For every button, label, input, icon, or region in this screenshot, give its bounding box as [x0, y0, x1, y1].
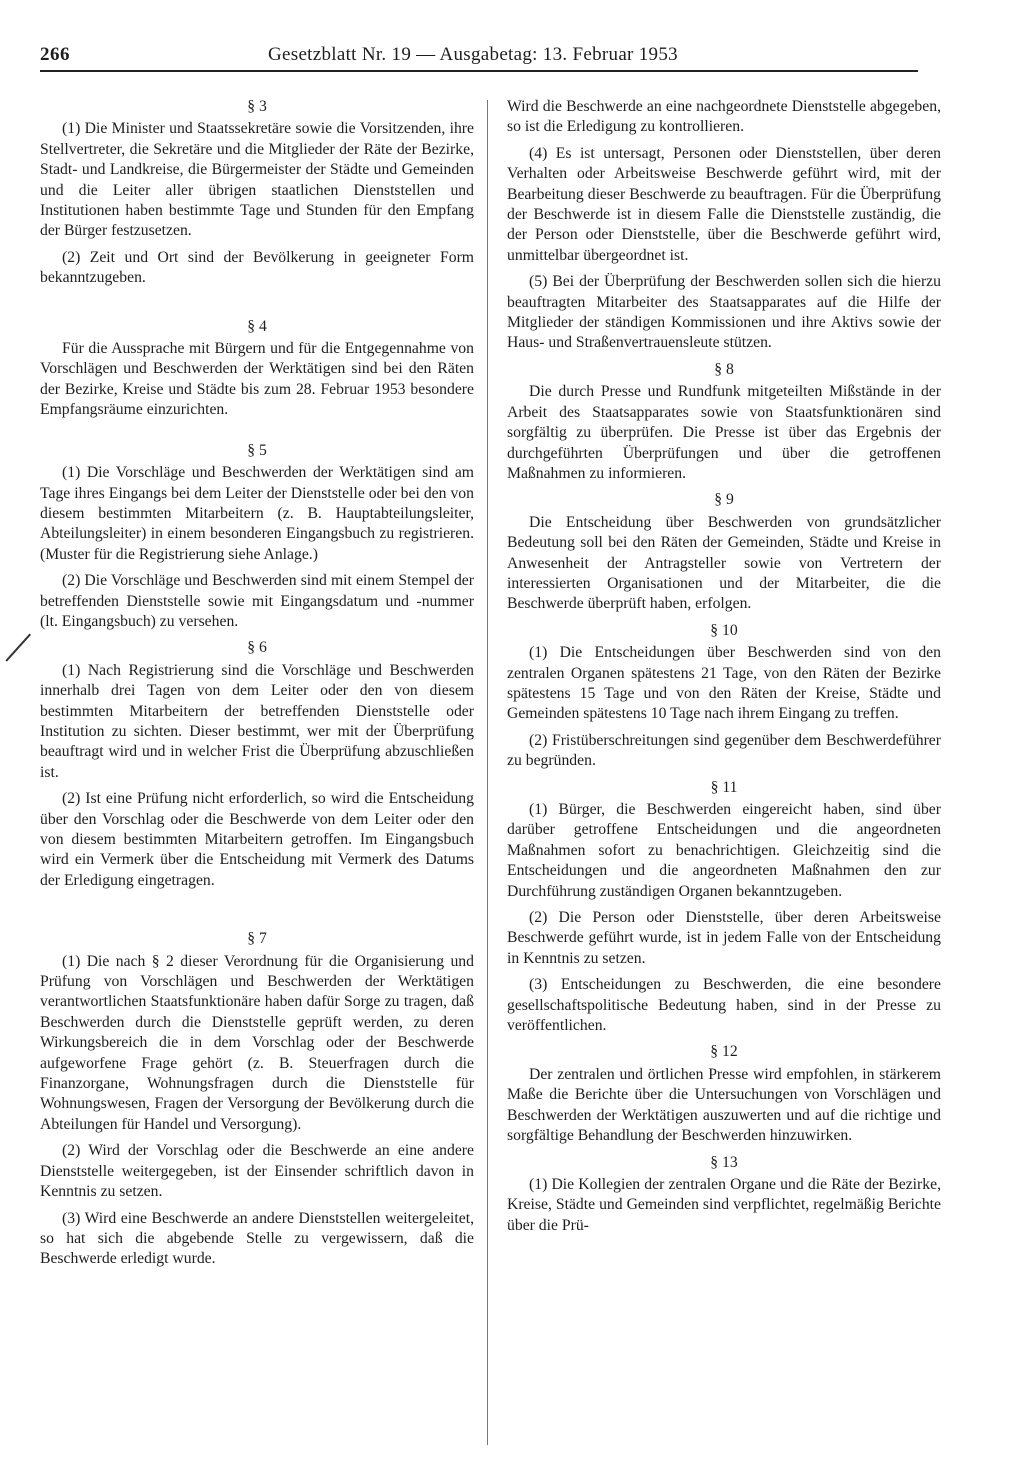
page-number: 266: [40, 44, 70, 65]
page-header: [40, 44, 918, 72]
section-7-heading: § 7: [247, 930, 267, 948]
section-11-paragraph-3: (3) Entscheidungen zu Beschwerden, die eine besondere gesellschaftspolitische Bedeutung haben, sind in der Presse zu veröffentlichen.: [507, 976, 941, 1035]
section-12-paragraph-1: Der zentralen und örtlichen Presse wird empfohlen, in stärkerem Maße die Berichte über die Untersuchungen von Vorschlägen und Beschwerden der Werktätigen auszuwerten und auf die richtige und sorgfältige Behandlung der Beschwerden hinzuwirken.: [507, 1065, 941, 1145]
section-9-heading: § 9: [714, 491, 734, 509]
running-title: Gesetzblatt Nr. 19 — Ausgabetag: 13. Februar 1953: [268, 44, 678, 65]
right-column: [507, 97, 941, 1242]
section-12-heading: § 12: [710, 1043, 738, 1061]
section-10-paragraph-1: (1) Die Entscheidungen über Beschwerden sind von den zentralen Organen spätestens 21 Tage, von den Räten der Bezirke spätestens 15 Tage und von den Räten der Kreise, Städte und Gemeinden spätestens 10 Tage nach ihrem Eingang zu treffen.: [507, 644, 941, 723]
section-6-paragraph-2: (2) Ist eine Prüfung nicht erforderlich, so wird die Entscheidung über den Vorschlag oder die Beschwerde von dem Leiter oder den von diesem bestimmten Mitarbeitern getroffen. Im Eingangsbuch wird ein Vermerk über die Entscheidung mit Vermerk des Datums der Erledigung eingetragen.: [40, 790, 474, 889]
section-4-paragraph-1: Für die Aussprache mit Bürgern und für die Entgegennahme von Vorschlägen und Beschwerden der Werktätigen sind bei den Räten der Bezirke, Kreise und Städte bis zum 28. Februar 1953 besondere Empfangsräume einzurichten.: [40, 340, 474, 419]
section-8-paragraph-1: Die durch Presse und Rundfunk mitgeteilten Mißstände in der Arbeit des Staatsapparates sowie von Staatsfunktionären sind sorgfältig zu überprüfen. Die Presse ist über das Ergebnis der durchgeführten Überprüfungen und über die getroffenen Maßnahmen zu informieren.: [507, 383, 941, 482]
section-13-heading: § 13: [710, 1153, 738, 1171]
section-6-paragraph-1: (1) Nach Registrierung sind die Vorschläge und Beschwerden innerhalb drei Tagen von dem Leiter oder den von diesem bestimmten Mitarbeitern der betreffenden Dienststelle oder Institution zu sichten. Dieser bestimmt, wer mit der Überprüfung beauftragt wird und in welcher Frist die Überprüfung abzuschließen ist.: [40, 661, 474, 781]
section-7-paragraph-4: (4) Es ist untersagt, Personen oder Dienststellen, über deren Verhalten oder Arbeitsweise Beschwerde geführt wird, mit der Bearbeitung dieser Beschwerde zu beauftragen. Für die Überprüfung der Beschwerde ist in diesem Falle die Dienststelle zuständig, die der Person oder Dienststelle, über die Beschwerde geführt wird, unmittelbar übergeordnet ist.: [507, 144, 941, 264]
section-6-heading: § 6: [247, 639, 267, 657]
section-3-paragraph-2: (2) Zeit und Ort sind der Bevölkerung in geeigneter Form bekanntzugeben.: [40, 248, 474, 287]
section-4-heading: § 4: [247, 317, 267, 335]
section-10-paragraph-2: (2) Fristüberschreitungen sind gegenüber dem Beschwerdeführer zu begründen.: [507, 731, 941, 770]
margin-pen-mark: [5, 633, 30, 661]
section-7-continuation: Wird die Beschwerde an eine nachgeordnete Dienststelle abgegeben, so ist die Erledigung zu kontrollieren.: [507, 98, 941, 136]
section-7-paragraph-1: (1) Die nach § 2 dieser Verordnung für die Organisierung und Prüfung von Vorschlägen und Beschwerden der Werktätigen verantwortlichen Staatsfunktionäre haben dafür Sorge zu tragen, daß Beschwerden durch die Dienststelle geprüft werden, zu deren Wirkungsbereich die in dem Vorschlag oder der Beschwerde aufgeworfene Frage gehört (z. B. Steuerfragen durch die Finanzorgane, Wohnungsfragen durch die Dienststelle für Wohnungswesen, Fragen der Versorgung der Bevölkerung durch die Abteilungen für Handel und Versorgung).: [40, 952, 474, 1133]
section-13-paragraph-1: (1) Die Kollegien der zentralen Organe und die Räte der Bezirke, Kreise, Städte und Gemeinden sind verpflichtet, regelmäßig Berichte über die Prü-: [507, 1175, 941, 1234]
section-9-paragraph-1: Die Entscheidung über Beschwerden von grundsätzlicher Bedeutung soll bei den Räten der Gemeinden, Städte und Kreise in Anwesenheit der Antragsteller sowie von Vertretern der interessierten Organisationen und der Mitarbeiter, die die Beschwerde überprüft haben, erfolgen.: [507, 513, 941, 613]
left-column: [40, 97, 474, 1276]
column-divider: [487, 100, 488, 1445]
section-8-heading: § 8: [714, 360, 734, 378]
section-5-paragraph-1: (1) Die Vorschläge und Beschwerden der Werktätigen sind am Tage ihres Eingangs bei dem Leiter der Dienststelle oder bei den von diesem bestimmten Mitarbeitern (z. B. Hauptabteilungsleiter, Abteilungsleiter) in einem besonderen Eingangsbuch zu registrieren. (Muster für die Registrierung siehe Anlage.): [40, 464, 474, 563]
section-7-paragraph-3: (3) Wird eine Beschwerde an andere Dienststellen weitergeleitet, so hat sich die abgebende Stelle zu vergewissern, daß die Beschwerde erledigt wurde.: [40, 1209, 474, 1268]
section-11-heading: § 11: [710, 778, 738, 796]
section-5-paragraph-2: (2) Die Vorschläge und Beschwerden sind mit einem Stempel der betreffenden Dienststelle sowie mit Eingangsdatum und -nummer (lt. Eingangsbuch) zu versehen.: [40, 572, 474, 630]
section-11-paragraph-2: (2) Die Person oder Dienststelle, über deren Arbeitsweise Beschwerde geführt wurde, ist in jedem Falle von der Entscheidung in Kenntnis zu setzen.: [507, 909, 941, 967]
section-10-heading: § 10: [710, 621, 738, 639]
section-5-heading: § 5: [247, 441, 267, 459]
section-7-paragraph-2: (2) Wird der Vorschlag oder die Beschwerde an eine andere Dienststelle weitergegeben, ist der Einsender schriftlich davon in Kenntnis zu setzen.: [40, 1142, 474, 1201]
section-7-paragraph-5: (5) Bei der Überprüfung der Beschwerden sollen sich die hierzu beauftragten Mitarbeiter des Staatsapparates auf die Hilfe der Mitglieder der ständigen Kommissionen und ihre Aktivs sowie der Haus- und Straßenvertrauensleute stützen.: [507, 273, 941, 352]
section-11-paragraph-1: (1) Bürger, die Beschwerden eingereicht haben, sind über darüber getroffene Entscheidungen und die angeordneten Maßnahmen sofort zu benachrichtigen. Gleichzeitig sind die Entscheidungen und die angeordneten Maßnahmen den zur Durchführung zuständigen Organen bekanntzugeben.: [507, 801, 941, 900]
section-3-paragraph-1: (1) Die Minister und Staatssekretäre sowie die Vorsitzenden, ihre Stellvertreter, die Sekretäre und die Mitglieder der Räte der Bezirke, Stadt- und Landkreise, die Bürgermeister der Städte und Gemeinden und die Leiter aller übrigen staatlichen Dienststellen und Institutionen haben bestimmte Tage und Stunden für den Empfang der Bürger festzusetzen.: [40, 120, 474, 240]
section-3-heading: § 3: [247, 98, 267, 115]
